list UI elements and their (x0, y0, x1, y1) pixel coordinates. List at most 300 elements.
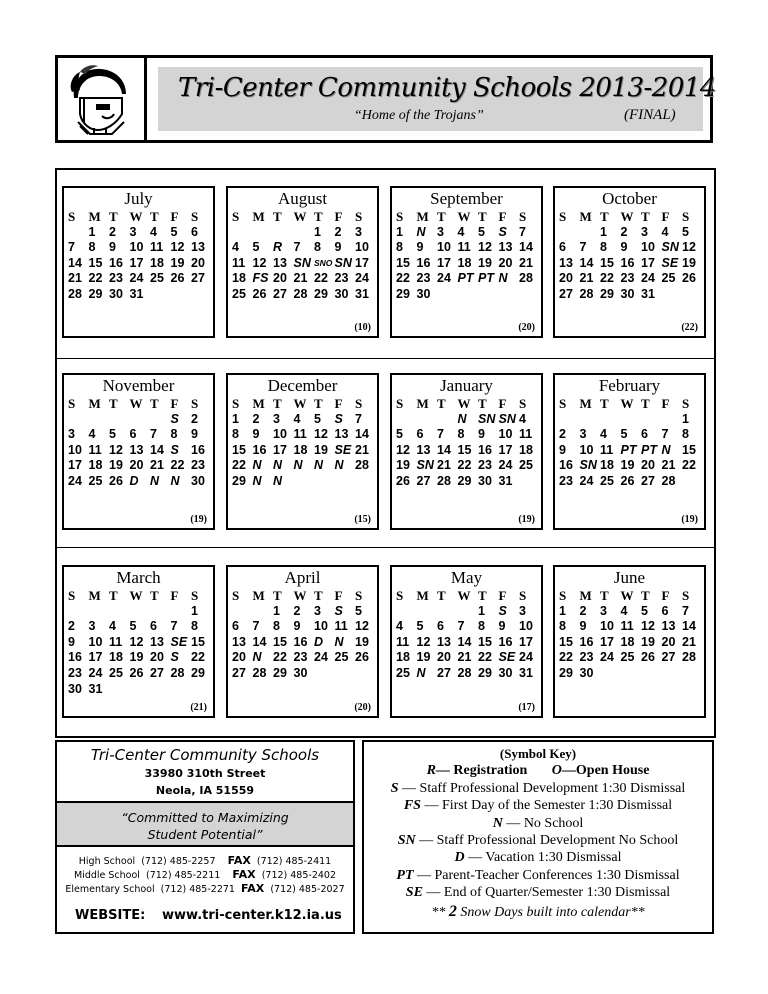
day-cell: 27 (437, 665, 451, 680)
day-cell: N (416, 224, 426, 239)
month-title: October (602, 189, 657, 208)
weekday-label: F (498, 209, 507, 224)
day-cell: 19 (170, 255, 185, 270)
day-cell: N (293, 458, 303, 473)
month-december (226, 373, 379, 530)
day-cell: 4 (88, 427, 96, 442)
day-cell: 24 (600, 650, 614, 665)
week-row (396, 412, 540, 428)
month-grid (68, 588, 212, 697)
day-cell: SE (661, 255, 679, 270)
city-address: Neola, IA 51559 (155, 784, 255, 797)
day-cell: 6 (559, 240, 566, 255)
day-cell: 25 (620, 650, 635, 665)
row-divider (57, 547, 714, 548)
month-title: December (267, 376, 338, 395)
day-cell: 5 (314, 411, 321, 426)
week-row (68, 412, 212, 428)
day-cell: 29 (273, 665, 287, 680)
day-cell: 11 (334, 619, 348, 634)
school-days-count: (19) (190, 514, 207, 525)
month-title: March (116, 568, 161, 587)
weekday-label: F (334, 396, 343, 411)
day-cell: 24 (641, 271, 655, 286)
day-cell: 14 (68, 255, 82, 270)
day-cell: 2 (334, 224, 342, 239)
day-cell: N (150, 473, 160, 488)
day-cell (682, 287, 703, 303)
day-cell: N (661, 442, 671, 457)
day-cell: 9 (293, 619, 301, 634)
day-cell: 16 (620, 255, 635, 270)
day-cell (559, 412, 580, 428)
month-title: April (284, 568, 321, 587)
day-cell: 15 (559, 634, 573, 649)
weekday-label: S (519, 588, 527, 603)
day-cell: 22 (559, 650, 573, 665)
day-cell: 3 (68, 427, 75, 442)
day-cell: 12 (641, 619, 655, 634)
day-cell: 5 (478, 224, 485, 239)
day-cell: 9 (334, 240, 342, 255)
day-cell: 12 (355, 619, 369, 634)
day-cell: 31 (498, 473, 513, 488)
week-row (396, 240, 540, 256)
day-cell: 21 (519, 255, 533, 270)
weekday-header (559, 396, 703, 412)
month-grid (232, 588, 376, 682)
day-cell: 22 (88, 271, 103, 286)
day-cell: 17 (273, 442, 287, 457)
day-cell: 6 (661, 603, 669, 618)
weekday-label: S (191, 396, 199, 411)
day-cell: 2 (559, 427, 566, 442)
week-row (396, 458, 540, 474)
day-cell: N (273, 458, 283, 473)
day-cell (171, 604, 192, 620)
weekday-label: S (396, 209, 404, 224)
day-cell: 22 (396, 271, 410, 286)
weekday-label: S (519, 209, 527, 224)
day-cell (417, 412, 438, 428)
day-cell: 30 (334, 286, 349, 301)
website-label: WEBSITE: (75, 908, 146, 923)
week-row (68, 240, 212, 256)
month-title: January (440, 376, 493, 395)
day-cell: 7 (682, 603, 689, 618)
day-cell: 10 (641, 240, 655, 255)
weekday-label: S (68, 588, 76, 603)
day-cell (68, 412, 89, 428)
day-cell: 26 (109, 473, 123, 488)
day-cell: 1 (396, 224, 403, 239)
weekday-label: M (416, 396, 429, 411)
week-row (68, 256, 212, 272)
weekday-label: W (293, 588, 307, 603)
day-cell: 18 (88, 458, 103, 473)
day-cell (458, 287, 479, 303)
day-cell: 19 (109, 458, 123, 473)
key-item-se (364, 885, 712, 901)
day-cell: 13 (416, 442, 431, 457)
day-cell: 12 (682, 240, 696, 255)
day-cell: SN (334, 255, 352, 270)
week-row (559, 604, 703, 620)
day-cell: 6 (437, 619, 444, 634)
key-item-registration: R— Registration O—Open House (426, 763, 650, 778)
week-row (396, 474, 540, 490)
day-cell: 7 (150, 427, 157, 442)
day-cell: 13 (498, 240, 513, 255)
day-cell: 29 (600, 286, 614, 301)
weekday-label: T (150, 588, 159, 603)
day-cell: 22 (600, 271, 614, 286)
day-cell: 13 (334, 427, 349, 442)
mission-line: Student Potential” (147, 827, 263, 842)
day-cell: 15 (457, 442, 472, 457)
week-row (68, 682, 212, 698)
day-cell: 4 (661, 224, 669, 239)
day-cell: 8 (457, 427, 465, 442)
day-cell: 21 (150, 458, 164, 473)
key-code: SE (405, 884, 423, 900)
day-cell: 10 (519, 619, 533, 634)
day-cell: PT (620, 442, 637, 457)
day-cell: 4 (519, 411, 526, 426)
weekday-label: F (170, 209, 179, 224)
day-cell: SE (334, 442, 352, 457)
week-row (68, 635, 212, 651)
day-cell: SNO (314, 257, 333, 268)
day-cell: 7 (437, 427, 444, 442)
day-cell: 9 (559, 442, 566, 457)
day-cell: 28 (457, 665, 472, 680)
day-cell: PT (478, 271, 494, 286)
week-row (232, 619, 376, 635)
day-cell: 10 (579, 442, 594, 457)
day-cell: 29 (478, 665, 492, 680)
key-description: — Staff Professional Development 1:30 Dismissal (398, 781, 686, 796)
weekday-label: W (457, 588, 471, 603)
phone-line-elementary-school: Elementary School (712) 485-2271 FAX (712) 485-2027 (65, 882, 345, 895)
week-row (68, 271, 212, 287)
day-cell (600, 412, 621, 428)
weekday-header (68, 396, 212, 412)
day-cell: 11 (232, 255, 246, 270)
month-march (62, 565, 215, 718)
day-cell: 31 (88, 681, 103, 696)
day-cell: 27 (273, 286, 287, 301)
weekday-label: F (661, 209, 670, 224)
day-cell (437, 604, 458, 620)
day-cell: 13 (273, 255, 287, 270)
day-cell: 8 (600, 240, 607, 255)
weekday-label: M (252, 396, 265, 411)
mission-statement (57, 801, 353, 847)
weekday-label: T (600, 396, 609, 411)
week-row (232, 240, 376, 256)
day-cell: 28 (437, 473, 451, 488)
weekday-header (559, 588, 703, 604)
day-cell: 25 (661, 271, 676, 286)
day-cell: 25 (600, 473, 614, 488)
week-row (232, 604, 376, 620)
day-cell: 31 (641, 286, 655, 301)
school-info (55, 740, 355, 934)
day-cell: 27 (559, 286, 573, 301)
day-cell (519, 287, 540, 303)
day-cell: 20 (498, 255, 513, 270)
day-cell: 2 (293, 603, 301, 618)
month-title: November (102, 376, 175, 395)
day-cell: 7 (68, 240, 75, 255)
day-cell: 22 (232, 458, 246, 473)
day-cell (437, 412, 458, 428)
day-cell: 1 (273, 603, 280, 618)
day-cell: 20 (191, 255, 205, 270)
weekday-label: S (355, 588, 363, 603)
day-cell: 23 (416, 271, 431, 286)
week-row (68, 650, 212, 666)
day-cell: 27 (232, 665, 246, 680)
day-cell (682, 666, 703, 682)
day-cell: 31 (519, 665, 533, 680)
header-banner (55, 55, 716, 143)
day-cell: 14 (682, 619, 696, 634)
day-cell: D (314, 634, 324, 649)
day-cell: 27 (416, 473, 431, 488)
website-link[interactable]: www.tri-center.k12.ia.us (162, 908, 342, 923)
weekday-header (68, 588, 212, 604)
weekday-label: T (273, 209, 282, 224)
day-cell (621, 666, 642, 682)
day-cell (150, 412, 171, 428)
weekday-label: T (314, 588, 323, 603)
day-cell: 27 (191, 271, 205, 286)
day-cell: SN (661, 240, 679, 255)
day-cell: 16 (68, 650, 82, 665)
day-cell: 1 (88, 224, 96, 239)
day-cell: 23 (293, 650, 308, 665)
school-days-count: (21) (190, 702, 207, 713)
day-cell: 20 (641, 458, 655, 473)
day-cell (458, 604, 479, 620)
day-cell: 3 (600, 603, 607, 618)
day-cell: 18 (620, 634, 635, 649)
day-cell (89, 604, 110, 620)
day-cell: FS (252, 271, 269, 286)
week-row (232, 635, 376, 651)
day-cell (559, 225, 580, 241)
day-cell: 10 (498, 427, 513, 442)
day-cell: 9 (498, 619, 506, 634)
day-cell: 24 (129, 271, 144, 286)
weekday-label: T (478, 588, 487, 603)
week-row (559, 458, 703, 474)
symbol-key (362, 740, 714, 934)
day-cell (191, 287, 212, 303)
day-cell: S (334, 603, 343, 618)
day-cell (130, 682, 151, 698)
day-cell (600, 666, 621, 682)
day-cell: 9 (191, 427, 198, 442)
day-cell: 22 (170, 458, 185, 473)
day-cell: 3 (641, 224, 648, 239)
weekday-label: F (661, 396, 670, 411)
day-cell: 20 (129, 458, 144, 473)
day-cell: 5 (682, 224, 689, 239)
day-cell: S (170, 650, 179, 665)
day-cell: 9 (478, 427, 485, 442)
day-cell (68, 225, 89, 241)
month-grid (232, 396, 376, 490)
weekday-label: S (519, 396, 527, 411)
day-cell: 21 (682, 634, 696, 649)
day-cell: 25 (232, 286, 246, 301)
month-november (62, 373, 215, 530)
day-cell: 22 (273, 650, 287, 665)
day-cell: N (498, 271, 508, 286)
weekday-label: S (355, 209, 363, 224)
day-cell (89, 412, 110, 428)
day-cell (437, 287, 458, 303)
weekday-label: T (437, 588, 446, 603)
day-cell: 5 (109, 427, 116, 442)
month-april (226, 565, 379, 718)
day-cell: 8 (88, 240, 96, 255)
day-cell: 4 (600, 427, 607, 442)
day-cell: 30 (416, 286, 431, 301)
school-days-count: (10) (354, 322, 371, 333)
day-cell: 10 (88, 634, 103, 649)
day-cell: N (170, 473, 180, 488)
day-cell: N (457, 411, 467, 426)
key-description: — Parent-Teacher Conferences 1:30 Dismissal (413, 867, 680, 883)
weekday-label: T (109, 588, 118, 603)
day-cell: 11 (88, 442, 102, 457)
day-cell: 30 (620, 286, 635, 301)
weekday-label: W (293, 209, 307, 224)
day-cell: 28 (252, 665, 267, 680)
day-cell: 16 (498, 634, 513, 649)
school-days-count: (17) (518, 702, 535, 713)
day-cell: 5 (129, 619, 137, 634)
day-cell: PT (457, 271, 474, 286)
day-cell: 19 (620, 458, 635, 473)
key-code: D (454, 850, 465, 866)
day-cell: 27 (641, 473, 655, 488)
day-cell (396, 604, 417, 620)
day-cell: 16 (416, 255, 431, 270)
weekday-label: F (170, 588, 179, 603)
day-cell (621, 412, 642, 428)
day-cell: 9 (252, 427, 260, 442)
day-cell: 21 (68, 271, 82, 286)
day-cell: 18 (396, 650, 410, 665)
day-cell: 12 (170, 240, 185, 255)
day-cell: 1 (559, 603, 566, 618)
day-cell: 16 (559, 458, 573, 473)
weekday-label: W (457, 396, 471, 411)
day-cell: 26 (620, 473, 635, 488)
week-row (232, 271, 376, 287)
day-cell: 26 (396, 473, 410, 488)
week-row (559, 256, 703, 272)
day-cell: 2 (109, 224, 116, 239)
day-cell: 8 (191, 619, 198, 634)
weekday-label: S (396, 396, 404, 411)
day-cell: N (252, 473, 262, 488)
day-cell: 10 (314, 619, 328, 634)
day-cell: SN (416, 458, 434, 473)
day-cell: SE (498, 650, 516, 665)
weekday-header (559, 209, 703, 225)
week-row (396, 287, 540, 303)
day-cell: 20 (437, 650, 451, 665)
day-cell: 22 (191, 650, 205, 665)
day-cell: 18 (232, 271, 246, 286)
final-tag: (FINAL) (624, 107, 676, 123)
day-cell: 21 (661, 458, 676, 473)
day-cell: 2 (191, 411, 198, 426)
day-cell: 12 (314, 427, 328, 442)
weekday-label: S (682, 588, 690, 603)
weekday-label: S (559, 396, 567, 411)
day-cell: 17 (641, 255, 655, 270)
weekday-label: F (170, 396, 179, 411)
month-grid (232, 209, 376, 303)
day-cell: 28 (519, 271, 533, 286)
page-title: Tri-Center Community Schools 2013-2014 (178, 73, 716, 103)
day-cell (150, 604, 171, 620)
day-cell: 10 (437, 240, 451, 255)
day-cell: 22 (478, 650, 492, 665)
day-cell: 30 (478, 473, 492, 488)
weekday-label: T (150, 396, 159, 411)
weekday-header (396, 588, 540, 604)
weekday-label: W (129, 209, 143, 224)
day-cell: 20 (273, 271, 287, 286)
day-cell: 24 (579, 473, 594, 488)
day-cell (355, 666, 376, 682)
weekday-label: M (416, 588, 429, 603)
weekday-label: M (252, 588, 265, 603)
key-item-sn (364, 833, 712, 849)
day-cell: 13 (191, 240, 205, 255)
day-cell: 16 (579, 634, 594, 649)
weekday-label: T (314, 396, 323, 411)
day-cell (294, 474, 315, 490)
month-january (390, 373, 543, 530)
week-row (396, 635, 540, 651)
weekday-label: M (88, 396, 101, 411)
day-cell: S (498, 603, 507, 618)
key-description: — End of Quarter/Semester 1:30 Dismissal (422, 884, 671, 900)
day-cell: 1 (478, 603, 485, 618)
day-cell (335, 474, 356, 490)
day-cell: 25 (334, 650, 349, 665)
day-cell: 19 (641, 634, 655, 649)
day-cell: 5 (170, 224, 178, 239)
day-cell: 14 (150, 442, 164, 457)
school-days-count: (22) (681, 322, 698, 333)
day-cell: 16 (252, 442, 267, 457)
day-cell: 1 (232, 411, 239, 426)
day-cell: 2 (68, 619, 75, 634)
weekday-header (396, 209, 540, 225)
day-cell: 24 (498, 458, 513, 473)
day-cell: 1 (600, 224, 607, 239)
